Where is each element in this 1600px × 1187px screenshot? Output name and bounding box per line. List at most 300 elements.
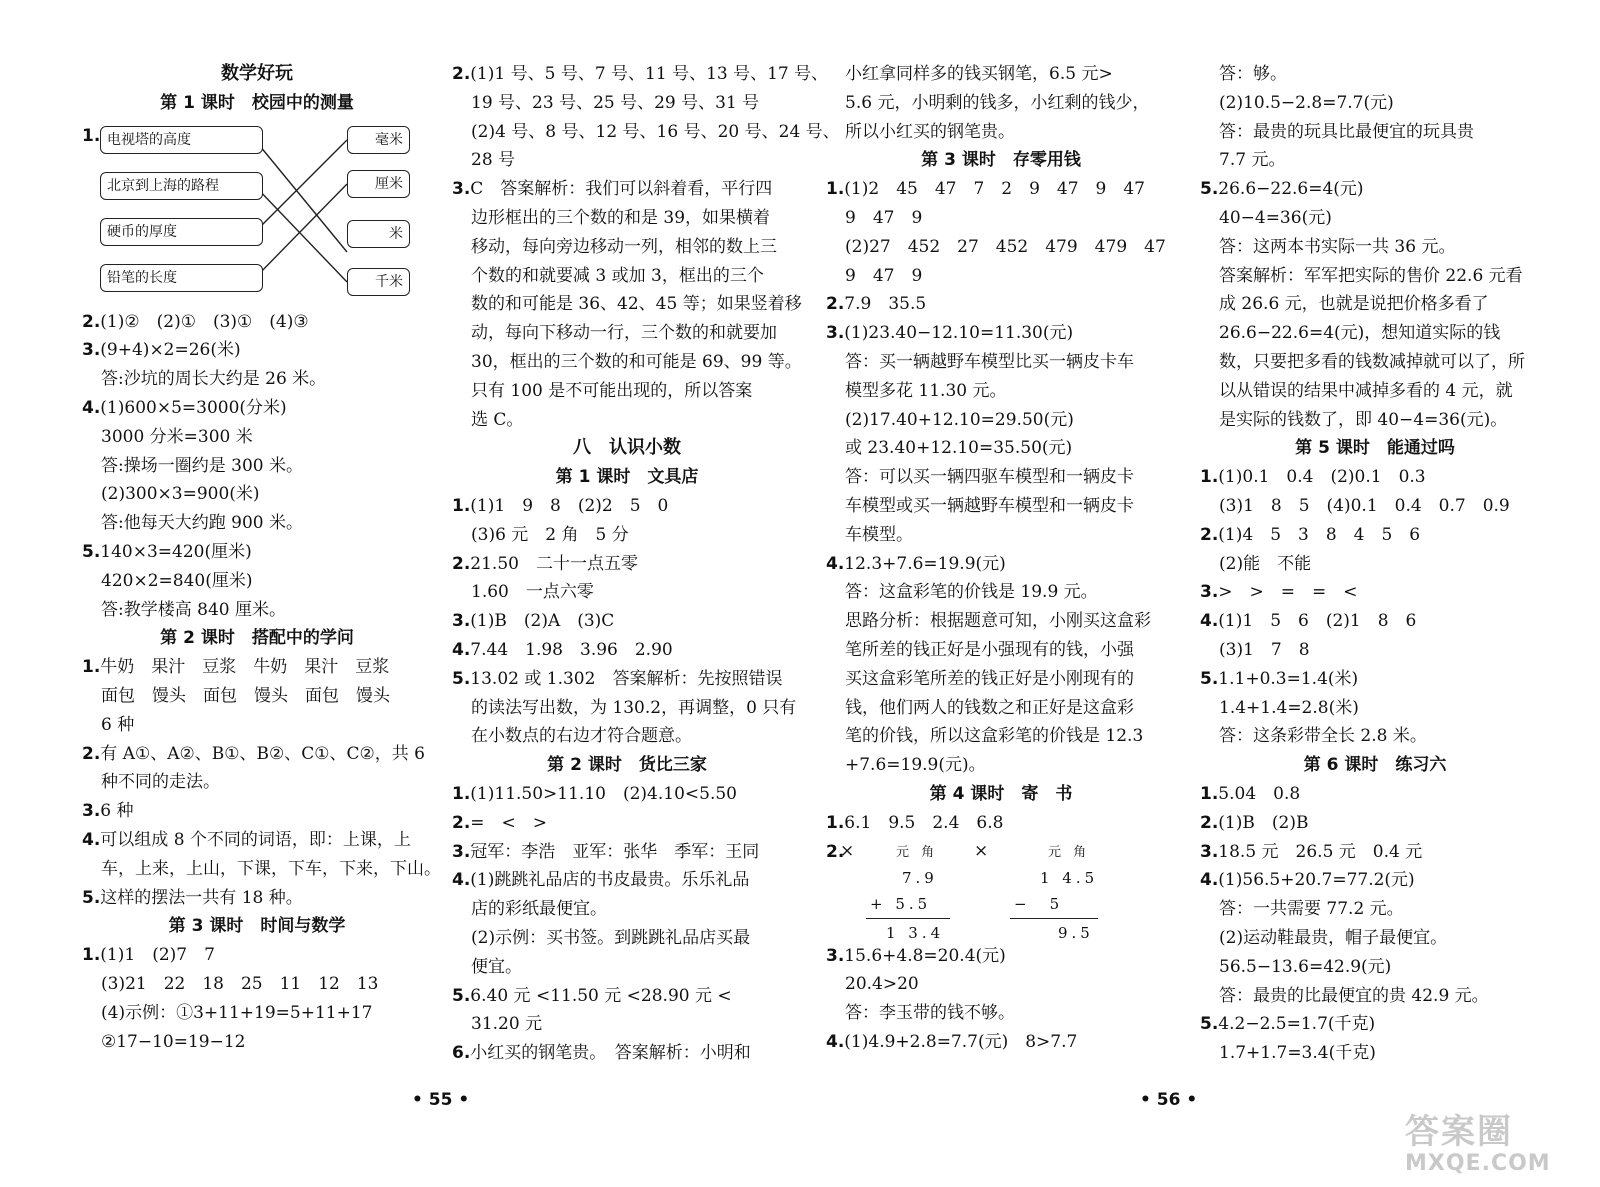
- answer-line: [1200, 262, 1550, 291]
- answer-line: [452, 377, 802, 406]
- answer-text: 有 A①、A②、B①、B②、C①、C②，共 6: [100, 743, 425, 764]
- answer-text: (3)1 7 8: [1219, 639, 1310, 660]
- question-number: 5.: [452, 668, 471, 689]
- answer-text: 是实际的钱数了，即 40−4=36(元)。: [1219, 409, 1508, 430]
- wrong-mark: ×: [974, 840, 993, 861]
- answer-line: [82, 711, 432, 740]
- answer-text: 以从错误的结果中减掉多看的 4 元，就: [1219, 380, 1513, 401]
- answer-text: 20.4>20: [845, 974, 919, 995]
- answer-text: (1)56.5+20.7=77.2(元): [1218, 870, 1415, 891]
- answer-block: [82, 653, 441, 912]
- question-number: 4.: [826, 553, 845, 574]
- answer-line: [82, 884, 432, 913]
- question-number: 4.: [82, 397, 101, 418]
- answer-block: [826, 60, 1176, 146]
- question-number: 1.: [82, 125, 101, 146]
- answer-line: [82, 740, 432, 769]
- answer-text: 12.3+7.6=19.9(元): [844, 553, 1006, 574]
- answer-line: [452, 233, 802, 262]
- answer-block: [1200, 60, 1550, 434]
- answer-text: 7.9 35.5: [844, 294, 927, 315]
- answer-text: 移动，每向旁边移动一列，相邻的数上三: [471, 236, 777, 257]
- answer-line: [452, 1039, 802, 1068]
- answer-text: 26.6−22.6=4(元)，想知道实际的钱: [1219, 323, 1501, 344]
- answer-text: 5.04 0.8: [1218, 783, 1301, 804]
- answer-line: [1200, 492, 1550, 521]
- page-number-left: • 55 •: [412, 1090, 470, 1110]
- answer-line: [82, 768, 432, 797]
- answer-text: (1)1 (2)7 7: [100, 945, 215, 966]
- answer-line: [82, 308, 432, 337]
- answer-text: 所以小红买的钢笔贵。: [845, 121, 1015, 142]
- answer-line: [452, 89, 802, 118]
- answer-block: [452, 780, 802, 1068]
- answer-line: [826, 406, 1176, 435]
- answer-text: 冠军：李浩 亚军：张华 季军：王同: [470, 841, 760, 862]
- question-number: 1.: [826, 179, 845, 200]
- answer-line: [1200, 924, 1550, 953]
- question-number: 2.: [1200, 812, 1219, 833]
- answer-line: [826, 578, 1176, 607]
- answer-text: 买这盒彩笔所差的钱正好是小刚现有的: [845, 668, 1134, 689]
- match-left-item: 铅笔的长度: [100, 264, 263, 292]
- answer-text: ②17−10=19−12: [101, 1031, 246, 1052]
- question-number: 5.: [1200, 179, 1219, 200]
- answer-text: 1.60 一点六零: [471, 582, 594, 603]
- answer-text: 动，每向下移动一行，三个数的和就要加: [471, 323, 777, 344]
- answer-line: [1200, 406, 1550, 435]
- answer-line: [826, 262, 1176, 291]
- answer-line: [826, 204, 1176, 233]
- answer-line: [1200, 578, 1550, 607]
- question-number: 2.: [1200, 524, 1219, 545]
- answer-text: 答案解析：军军把实际的售价 22.6 元看: [1219, 265, 1523, 286]
- answer-line: [452, 60, 829, 89]
- answer-text: 选 C。: [471, 409, 524, 430]
- answer-line: [452, 262, 802, 291]
- answer-text: (2)运动鞋最贵，帽子最便宜。: [1219, 927, 1448, 948]
- answer-line: [826, 463, 1176, 492]
- answer-block: [1200, 780, 1550, 1068]
- question-number: 2.: [82, 743, 101, 764]
- answer-text: 答:教学楼高 840 厘米。: [101, 599, 286, 620]
- answer-text: 种不同的走法。: [101, 772, 220, 793]
- column-4: [1200, 60, 1550, 1068]
- answer-block: [1200, 463, 1550, 751]
- answer-line: [452, 607, 802, 636]
- answer-text: (2)17.40+12.10=29.50(元): [845, 409, 1074, 430]
- answer-block: [452, 60, 840, 434]
- answer-line: [452, 492, 802, 521]
- question-number: 6.: [452, 1043, 471, 1064]
- match-left-item: 北京到上海的路程: [100, 172, 263, 200]
- answer-line: [1200, 290, 1550, 319]
- answer-line: [1200, 521, 1550, 550]
- calc-operand: + 5.5: [870, 894, 932, 913]
- answer-line: [1200, 838, 1550, 867]
- answer-text: 1.4+1.4=2.8(米): [1219, 697, 1359, 718]
- question-number: 3.: [452, 179, 471, 200]
- answer-text: (1)1 号、5 号、7 号、11 号、13 号、17 号、: [470, 64, 829, 84]
- match-right-item: 毫米: [347, 126, 410, 154]
- answer-line: [82, 596, 432, 625]
- answer-line: [1200, 636, 1550, 665]
- answer-text: 这样的摆法一共有 18 种。: [100, 887, 303, 908]
- question-number: 2.: [826, 294, 845, 315]
- answer-line: [82, 567, 432, 596]
- answer-text: 26.6−22.6=4(元): [1218, 179, 1364, 200]
- answer-text: 模型多花 11.30 元。: [845, 380, 1007, 401]
- question-number: 4.: [1200, 611, 1219, 632]
- answer-text: (1)B (2)A (3)C: [470, 611, 615, 632]
- answer-text: 车模型。: [845, 524, 913, 545]
- answer-line: [1200, 319, 1550, 348]
- answer-text: 可以组成 8 个不同的词语，即：上课，上: [100, 829, 411, 850]
- answer-line: [826, 492, 1176, 521]
- question-number: 2.: [452, 64, 471, 84]
- calc-top: 1 4.5: [1040, 868, 1099, 887]
- answer-text: 7.44 1.98 3.96 2.90: [470, 639, 673, 660]
- answer-text: 30，框出的三个数的和可能是 69、99 等。: [471, 351, 802, 372]
- answer-line: [826, 434, 1176, 463]
- answer-text: (1)23.40−12.10=11.30(元): [844, 323, 1074, 344]
- answer-text: 6 种: [101, 714, 135, 735]
- answer-line: [1200, 60, 1550, 89]
- answer-text: 28 号: [471, 150, 516, 171]
- answer-text: (1)2 45 47 7 2 9 47 9 47: [844, 179, 1145, 200]
- answer-block: [82, 308, 432, 625]
- answer-line: [826, 521, 1176, 550]
- answer-text: 15.6+4.8=20.4(元): [844, 945, 1006, 966]
- answer-line: [82, 826, 432, 855]
- answer-text: 56.5−13.6=42.9(元): [1219, 956, 1392, 977]
- section-title: 数学好玩: [221, 63, 293, 84]
- answer-text: (3)1 8 5 (4)0.1 0.4 0.7 0.9: [1219, 495, 1510, 516]
- answer-line: [1200, 204, 1550, 233]
- answer-text: 思路分析：根据题意可知，小刚买这盒彩: [845, 611, 1151, 632]
- answer-text: 7.7 元。: [1219, 150, 1286, 171]
- answer-text: 5.6 元，小明剩的钱多，小红剩的钱少，: [845, 92, 1150, 113]
- answer-text: 在小数点的右边才符合题意。: [471, 726, 692, 747]
- question-number: 3.: [82, 801, 101, 822]
- answer-line: [452, 290, 802, 319]
- answer-line: [452, 1010, 802, 1039]
- answer-line: [82, 970, 432, 999]
- answer-text: 牛奶 果汁 豆浆 牛奶 果汁 豆浆: [100, 657, 390, 678]
- answer-line: [1200, 694, 1550, 723]
- page-number-right: • 56 •: [1140, 1090, 1198, 1110]
- lesson-title-3: 第 3 课时 时间与数学: [168, 916, 346, 937]
- question-number: 1.: [1200, 467, 1219, 488]
- answer-text: (2)示例：买书签。到跳跳礼品店买最: [471, 927, 751, 948]
- answer-text: (1)600×5=3000(分米): [100, 397, 287, 418]
- answer-line: [452, 406, 802, 435]
- answer-text: 便宜。: [471, 956, 522, 977]
- column-1: [82, 60, 441, 1056]
- answer-text: 答：最贵的比最便宜的贵 42.9 元。: [1219, 985, 1489, 1006]
- answer-line: [1200, 895, 1550, 924]
- question-number: 3.: [826, 323, 845, 344]
- answer-text: 笔的价钱，所以这盒彩笔的价钱是 12.3: [845, 726, 1144, 747]
- answer-line: [82, 1028, 432, 1057]
- question-number: 3.: [826, 945, 845, 966]
- question-number: 5.: [82, 541, 101, 562]
- answer-line: [1200, 780, 1550, 809]
- answer-text: (1)② (2)① (3)① (4)③: [100, 311, 309, 332]
- answer-line: [826, 636, 1176, 665]
- calc-rule: [1010, 918, 1098, 919]
- answer-line: [826, 722, 1176, 751]
- answer-block: [82, 941, 432, 1056]
- answer-line: [452, 146, 802, 175]
- question-number: 1.: [452, 783, 471, 804]
- answer-text: (2)300×3=900(米): [101, 484, 260, 505]
- answer-text: = < >: [470, 812, 548, 833]
- question-number: 3.: [1200, 841, 1219, 862]
- answer-line: [1200, 118, 1550, 147]
- calc-top: 7.9: [902, 868, 938, 887]
- answer-text: 420×2=840(厘米): [101, 570, 253, 591]
- answer-line: [452, 895, 802, 924]
- answer-text: (2)27 452 27 452 479 479 47: [845, 236, 1166, 257]
- question-number: 5.: [1200, 1014, 1219, 1035]
- answer-text: 只有 100 是不可能出现的，所以答案: [471, 380, 753, 401]
- answer-line: 1.6.1 9.5 2.4 6.8: [826, 812, 1004, 833]
- answer-text: 4.2−2.5=1.7(千克): [1218, 1014, 1376, 1035]
- answer-text: (9+4)×2=26(米): [100, 340, 241, 361]
- question-number: 2.: [452, 812, 471, 833]
- answer-line: [452, 521, 802, 550]
- answer-line: [826, 999, 1176, 1028]
- calc-rule: [866, 918, 950, 919]
- answer-line: [82, 653, 432, 682]
- answer-line: [452, 694, 802, 723]
- answer-text: 边形框出的三个数的和是 39，如果横着: [471, 207, 771, 228]
- answer-text: 答：这两本书实际一共 36 元。: [1219, 236, 1456, 257]
- answer-line: [82, 509, 432, 538]
- answer-text: 小红买的钢笔贵。 答案解析：小明和: [470, 1043, 751, 1064]
- answer-text: (1)跳跳礼品店的书皮最贵。乐乐礼品: [470, 870, 750, 891]
- answer-line: [1200, 89, 1550, 118]
- question-number: 5.: [82, 887, 101, 908]
- answer-line: [826, 118, 1176, 147]
- answer-text: 13.02 或 1.302 答案解析：先按照错误: [470, 668, 783, 689]
- answer-line: [1200, 809, 1550, 838]
- question-number: 4.: [1200, 870, 1219, 891]
- watermark-logo: 答案圈 MXQE.COM: [1405, 1112, 1551, 1176]
- answer-text: (2)10.5−2.8=7.7(元): [1219, 92, 1394, 113]
- calc-result: 1 3.4: [886, 923, 945, 942]
- answer-text: 车模型或买一辆越野车模型和一辆皮卡: [845, 495, 1134, 516]
- answer-line: [826, 607, 1176, 636]
- answer-line: [826, 60, 1176, 89]
- answer-text: 40−4=36(元): [1219, 207, 1332, 228]
- answer-line: [82, 855, 441, 884]
- answer-line: [452, 780, 802, 809]
- answer-text: (3)6 元 2 角 5 分: [471, 524, 629, 545]
- match-left-item: 硬币的厚度: [100, 218, 263, 246]
- answer-text: (4)示例：①3+11+19=5+11+17: [101, 1002, 373, 1023]
- answer-block: [826, 942, 1176, 1057]
- question-number: 2.: [82, 311, 101, 332]
- answer-text: (1)11.50>11.10 (2)4.10<5.50: [470, 783, 737, 804]
- answer-block: [826, 175, 1176, 780]
- lesson-title-2: 第 2 课时 搭配中的学问: [160, 628, 354, 649]
- answer-text: 答:沙坑的周长大约是 26 米。: [101, 369, 327, 390]
- column-2: [452, 60, 840, 1068]
- match-right-item: 厘米: [347, 170, 410, 198]
- question-number: 4.: [826, 1031, 845, 1052]
- vertical-calculation: [826, 838, 1176, 942]
- question-number: 5.: [452, 985, 471, 1006]
- answer-text: 店的彩纸最便宜。: [471, 899, 607, 920]
- answer-line: [452, 348, 802, 377]
- answer-line: [452, 319, 802, 348]
- answer-text: 6.40 元 <11.50 元 <28.90 元 <: [470, 985, 732, 1006]
- answer-text: (1)B (2)B: [1218, 812, 1309, 833]
- answer-line: [452, 838, 802, 867]
- answer-line: [452, 809, 802, 838]
- answer-text: 车，上来，上山，下课，下车，下来，下山。: [101, 858, 441, 879]
- answer-text: (3)21 22 18 25 11 12 13: [101, 973, 379, 994]
- answer-line: [826, 89, 1176, 118]
- answer-line: [452, 204, 802, 233]
- answer-line: [452, 175, 802, 204]
- answer-text: (1)4 5 3 8 4 5 6: [1218, 524, 1421, 545]
- answer-line: [82, 423, 432, 452]
- answer-line: [452, 866, 802, 895]
- answer-line: [1200, 146, 1550, 175]
- answer-line: [82, 480, 432, 509]
- answer-text: C 答案解析：我们可以斜着看，平行四: [470, 179, 773, 200]
- answer-line: [826, 694, 1176, 723]
- answer-line: [826, 1028, 1176, 1057]
- answer-text: 成 26.6 元，也就是说把价格多看了: [1219, 294, 1489, 315]
- answer-text: (2)4 号、8 号、12 号、16 号、20 号、24 号、: [471, 121, 840, 142]
- answer-line: [826, 550, 1176, 579]
- answer-line: [1200, 1039, 1550, 1068]
- question-number: 3.: [1200, 582, 1219, 603]
- answer-line: [82, 682, 432, 711]
- question-number: 2.: [452, 553, 471, 574]
- answer-line: [1200, 607, 1550, 636]
- answer-text: 的读法写出数，为 130.2，再调整，0 只有: [471, 697, 797, 718]
- answer-text: 31.20 元: [471, 1014, 543, 1035]
- answer-text: 面包 馒头 面包 馒头 面包 馒头: [101, 685, 390, 706]
- answer-text: 答：这条彩带全长 2.8 米。: [1219, 726, 1427, 747]
- answer-text: 9 47 9: [845, 207, 923, 228]
- calc-header: 元 角: [1048, 844, 1091, 860]
- answer-line: [1200, 1010, 1550, 1039]
- calc-operand: − 5: [1014, 894, 1064, 913]
- answer-line: [1200, 982, 1550, 1011]
- answer-text: > > = = <: [1218, 582, 1358, 603]
- answer-line: [826, 233, 1176, 262]
- question-number: 5.: [1200, 668, 1219, 689]
- answer-line: [452, 953, 802, 982]
- answer-line: [82, 538, 432, 567]
- answer-text: 笔所差的钱正好是小强现有的钱，小强: [845, 639, 1134, 660]
- question-number: 3.: [452, 841, 471, 862]
- answer-text: 数，只要把多看的钱数减掉就可以了，所: [1219, 351, 1525, 372]
- match-right-item: 米: [347, 220, 410, 248]
- answer-block: [452, 492, 802, 751]
- answer-text: 数的和可能是 36、42、45 等；如果竖着移: [471, 294, 802, 315]
- answer-text: 140×3=420(厘米): [100, 541, 252, 562]
- lesson-title-1: 第 1 课时 校园中的测量: [160, 92, 354, 113]
- answer-line: [1200, 665, 1550, 694]
- answer-text: 6 种: [100, 801, 134, 822]
- answer-text: (1)1 9 8 (2)2 5 0: [470, 495, 669, 516]
- answer-line: [1200, 463, 1550, 492]
- unit-title: 八 认识小数: [573, 437, 681, 459]
- answer-line: [826, 348, 1176, 377]
- wrong-mark: ×: [840, 840, 859, 861]
- answer-line: [826, 970, 1176, 999]
- answer-text: 答：够。: [1219, 64, 1287, 84]
- answer-text: (1)4.9+2.8=7.7(元) 8>7.7: [844, 1031, 1078, 1052]
- answer-line: [826, 290, 1176, 319]
- lesson-title-6: 第 6 课时 练习六: [1303, 755, 1447, 776]
- answer-text: 个数的和就要减 3 或加 3，框出的三个: [471, 265, 764, 286]
- answer-text: 19 号、23 号、25 号、29 号、31 号: [471, 92, 760, 113]
- answer-line: [82, 797, 432, 826]
- question-number: 3.: [82, 340, 101, 361]
- answer-text: 1.1+0.3=1.4(米): [1218, 668, 1359, 689]
- answer-line: [826, 665, 1176, 694]
- answer-line: [82, 999, 432, 1028]
- answer-line: [1200, 175, 1550, 204]
- answer-line: [82, 452, 432, 481]
- answer-line: [82, 941, 432, 970]
- answer-text: 答：李玉带的钱不够。: [845, 1003, 1015, 1024]
- question-number: 1.: [82, 657, 101, 678]
- answer-text: 3000 分米=300 米: [101, 426, 253, 447]
- answer-line: [1200, 953, 1550, 982]
- answer-line: [82, 336, 432, 365]
- question-number: 1.: [452, 495, 471, 516]
- answer-line: [1200, 722, 1550, 751]
- question-number: 4.: [452, 870, 471, 891]
- answer-text: 答:他每天大约跑 900 米。: [101, 513, 303, 534]
- lesson-title-4: 第 4 课时 寄 书: [929, 783, 1073, 804]
- answer-line: [1200, 233, 1550, 262]
- answer-text: 答：这盒彩笔的价钱是 19.9 元。: [845, 582, 1098, 603]
- answer-text: 钱，他们两人的钱数之和正好是这盒彩: [845, 697, 1134, 718]
- answer-text: 答：最贵的玩具比最便宜的玩具贵: [1219, 121, 1474, 142]
- calc-result: 9.5: [1058, 923, 1094, 942]
- answer-text: (1)1 5 6 (2)1 8 6: [1218, 611, 1417, 632]
- lesson-title-2: 第 2 课时 货比三家: [547, 755, 707, 776]
- question-number: 3.: [452, 611, 471, 632]
- answer-line: [826, 175, 1176, 204]
- answer-line: [452, 924, 802, 953]
- lesson-title-3: 第 3 课时 存零用钱: [921, 150, 1081, 171]
- calc-header: 元 角: [896, 844, 939, 860]
- answer-line: [826, 377, 1176, 406]
- answer-text: 小红拿同样多的钱买钢笔，6.5 元>: [845, 64, 1113, 84]
- answer-line: [82, 365, 432, 394]
- answer-text: 答：买一辆越野车模型比买一辆皮卡车: [845, 351, 1134, 372]
- question-number: 1.: [1200, 783, 1219, 804]
- answer-line: [452, 722, 802, 751]
- answer-text: 或 23.40+12.10=35.50(元): [845, 438, 1073, 459]
- answer-line: [452, 982, 802, 1011]
- answer-text: 1.7+1.7=3.4(千克): [1219, 1043, 1376, 1064]
- answer-line: [452, 118, 840, 147]
- answer-line: [1200, 866, 1550, 895]
- matching-diagram: [82, 122, 402, 302]
